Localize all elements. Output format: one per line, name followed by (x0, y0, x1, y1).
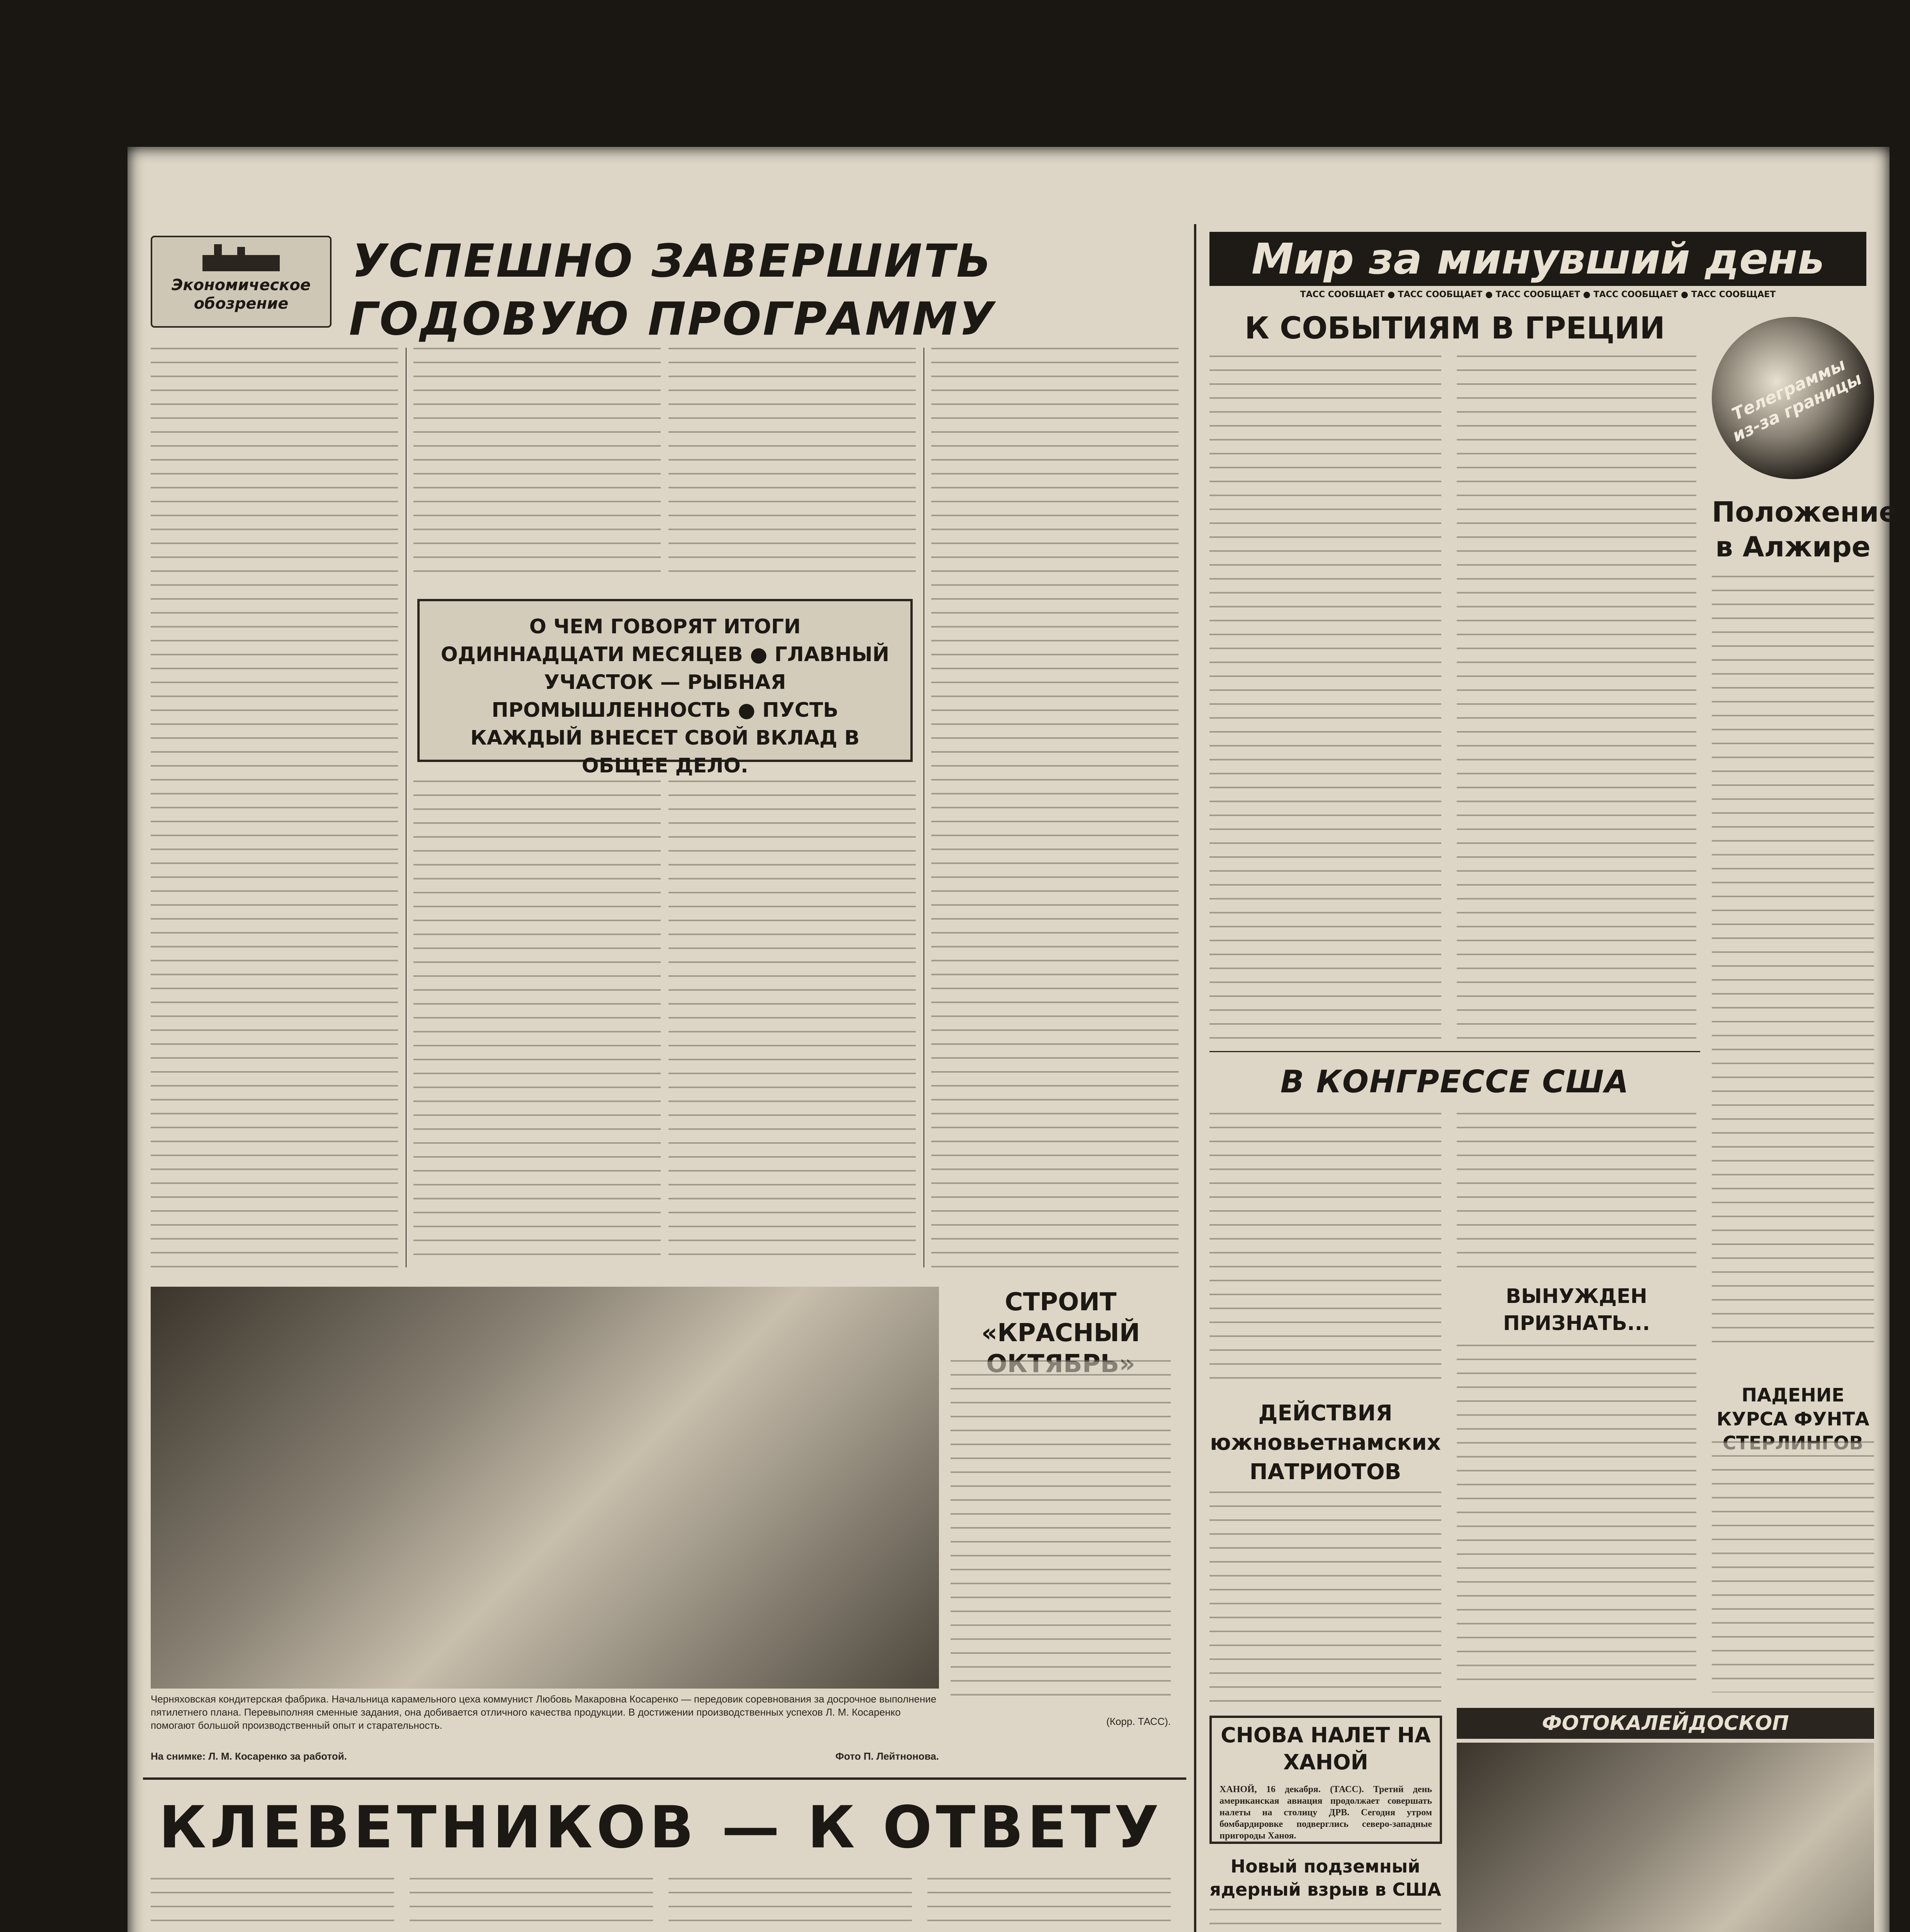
builds-title: СТРОИТ «КРАСНЫЙ (981, 1288, 1140, 1347)
article-column (1457, 1345, 1696, 1692)
world-banner: Мир за минувший день (1209, 232, 1866, 286)
article-column (1712, 1441, 1874, 1692)
article-column (668, 348, 916, 580)
article-column (1209, 1492, 1441, 1708)
photo-caption: Черняховская кондитерская фабрика. Начальница карамельного цеха коммунист Любовь Макаровна Косаренко — передовик соревнования за досрочное выполнение пятилетнего плана. Перевыполняя сменные задания, она добивается отличного качества продукции. В достижении производственных успехов Л. М. Косаренко помогают большой производственный опыт и старательность. (151, 1693, 937, 1731)
article-column (151, 1878, 394, 1932)
article-column (413, 348, 661, 580)
section-badge-text: Экономическое обозрение (172, 276, 311, 313)
section-badge (151, 236, 332, 328)
divider (1209, 1051, 1700, 1052)
builds-credit: (Корр. ТАСС). (1106, 1716, 1171, 1727)
sterling-title: ПАДЕНИЕ КУРСА ФУНТА (1716, 1384, 1869, 1430)
photo-credit-left: На снимке: Л. М. Косаренко за работой. (151, 1750, 347, 1762)
algeria-title: Положение в Алжире (1712, 496, 1898, 563)
article-column (410, 1878, 653, 1932)
photo-credit-right: Фото П. Лейтнонова. (835, 1750, 939, 1762)
highlight-box-text: О ЧЕМ ГОВОРЯТ ИТОГИ ОДИННАДЦАТИ МЕСЯЦЕВ ● ГЛАВНЫЙ УЧАСТОК — РЫБНАЯ ПРОМЫШЛЕННОСТЬ ● ПУСТЬ КАЖДЫЙ ВНЕСЕТ СВОЙ ВКЛАД В ОБЩЕЕ ДЕЛО. (441, 615, 890, 777)
article-column (951, 1360, 1171, 1708)
article-column (668, 1878, 912, 1932)
article-column (931, 348, 1179, 1267)
article-column (1209, 1113, 1441, 1383)
article-column (1457, 1113, 1696, 1267)
greece-title: К СОБЫТИЯМ В ГРЕЦИИ (1245, 311, 1665, 346)
raid-title: СНОВА НАЛЕТ НА ХАНОЙ (1221, 1723, 1431, 1774)
article-column (151, 348, 398, 1267)
raid-lead: ХАНОЙ, 16 декабря. (ТАСС). Третий день американская авиация продолжает совершать налеты на столицу ДРВ. Сегодня утром бомбардировке подверглись северо-западные пригороды Ханоя. (1219, 1784, 1432, 1841)
mexico-photo (1457, 1743, 1874, 1932)
slanderers-title: КЛЕВЕТНИКОВ — К ОТВЕТУ (158, 1794, 1163, 1861)
congress-title: В КОНГРЕССЕ США (1280, 1064, 1629, 1100)
actions-title: ДЕЙСТВИЯ южновьетнамских ПАТРИОТОВ (1210, 1401, 1441, 1485)
divider (143, 1777, 1186, 1780)
article-column (1457, 355, 1696, 1043)
article-column (1209, 355, 1441, 1043)
article-column (927, 1878, 1171, 1932)
main-headline: УСПЕШНО ЗАВЕРШИТЬ ГОДОВУЮ ПРОГРАММУ (349, 234, 996, 345)
article-column (413, 781, 661, 1267)
article-column (1209, 1909, 1441, 1932)
article-column (668, 781, 916, 1267)
photo-kaleid-banner: ФОТОКАЛЕЙДОСКОП (1457, 1708, 1874, 1739)
telegrams-title: Телеграммы из-за границы (1729, 354, 1865, 446)
raid-box (1209, 1716, 1442, 1844)
article-column (1712, 576, 1874, 1349)
forced-title: ВЫНУЖДЕН ПРИЗНАТЬ... (1503, 1285, 1650, 1335)
newspaper-page (128, 147, 1898, 1932)
factory-photo (151, 1287, 939, 1689)
tass-strip: ТАСС СООБЩАЕТ ● ТАСС СООБЩАЕТ ● ТАСС СООБЩАЕТ ● ТАСС СООБЩАЕТ ● ТАСС СООБЩАЕТ (1300, 290, 1776, 299)
nuke-title: Новый подземный ядерный взрыв в США (1209, 1856, 1441, 1900)
divider (1194, 224, 1196, 1932)
factory-icon (202, 244, 280, 271)
highlight-box (417, 599, 913, 777)
